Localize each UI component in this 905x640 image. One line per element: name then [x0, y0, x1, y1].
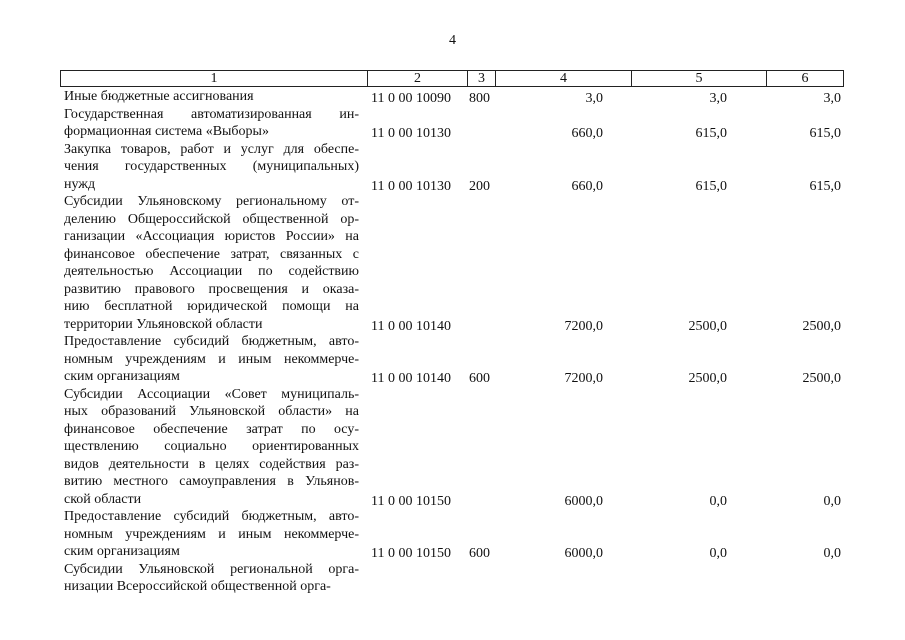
- row-code: 11 0 00 10090: [371, 91, 451, 106]
- description-line: деятельностью Ассоциации по содействию: [64, 264, 359, 279]
- description-line: ных образований Ульяновской области» на: [64, 404, 359, 419]
- row-value-col-4: 660,0: [571, 126, 603, 141]
- row-value-col-4: 7200,0: [564, 371, 603, 386]
- description-line: Субсидии Ульяновскому региональному от-: [64, 194, 359, 209]
- row-description: [64, 106, 359, 141]
- description-line: Государственная автоматизированная ин-: [64, 106, 359, 122]
- header-col-1: 1: [61, 71, 368, 86]
- description-line: номным учреждениям и иным некоммерче-: [64, 526, 359, 542]
- header-col-2: 2: [368, 71, 468, 86]
- row-value-col-6: 615,0: [809, 178, 841, 194]
- description-line: делению Общероссийской общественной ор-: [64, 211, 359, 227]
- row-value-col-5: 0,0: [709, 546, 727, 561]
- description-line: видов деятельности в целях содействия раз-: [64, 456, 359, 472]
- header-col-4: 4: [496, 71, 632, 86]
- description-line: развитию правового просвещения и оказа-: [64, 281, 359, 297]
- row-code: 11 0 00 10130: [371, 126, 451, 141]
- description-line: ществлению социально ориентированных: [64, 439, 359, 454]
- row-description: [64, 386, 359, 509]
- row-code: 11 0 00 10130: [371, 178, 451, 194]
- description-line: Предоставление субсидий бюджетным, авто-: [64, 334, 359, 349]
- description-line: Субсидии Ассоциации «Совет муниципаль-: [64, 386, 359, 402]
- description-line: низации Всероссийской общественной орга-: [64, 579, 331, 594]
- description-line: ским организациям: [64, 369, 180, 384]
- row-expense-type: 600: [469, 371, 490, 386]
- description-line: ской области: [64, 491, 142, 507]
- row-value-col-6: 3,0: [823, 91, 841, 106]
- row-value-col-6: 0,0: [823, 493, 841, 509]
- row-expense-type: 800: [469, 91, 490, 106]
- description-line: витию местного самоуправления в Ульянов-: [64, 474, 359, 489]
- description-line: ским организациям: [64, 544, 180, 559]
- description-line: формационная система «Выборы»: [64, 124, 269, 139]
- row-value-col-5: 2500,0: [688, 318, 727, 334]
- page-number: 4: [449, 33, 456, 48]
- row-value-col-5: 3,0: [709, 91, 727, 106]
- row-description: [64, 193, 359, 333]
- row-value-col-5: 2500,0: [688, 371, 727, 386]
- description-line: Иные бюджетные ассигнования: [64, 89, 254, 104]
- row-description: [64, 561, 359, 596]
- description-line: Закупка товаров, работ и услуг для обеспе-: [64, 141, 359, 157]
- row-value-col-5: 615,0: [695, 126, 727, 141]
- row-code: 11 0 00 10140: [371, 371, 451, 386]
- row-value-col-6: 615,0: [809, 126, 841, 141]
- row-expense-type: 600: [469, 546, 490, 561]
- description-line: нию бесплатной юридической помощи на: [64, 299, 359, 314]
- row-value-col-4: 6000,0: [564, 546, 603, 561]
- row-description: [64, 508, 359, 561]
- row-code: 11 0 00 10150: [371, 493, 451, 509]
- description-line: финансовое обеспечение затрат, связанных с: [64, 246, 359, 262]
- description-line: чения государственных (муниципальных): [64, 159, 359, 174]
- description-line: Предоставление субсидий бюджетным, авто-: [64, 509, 359, 524]
- row-value-col-6: 2500,0: [802, 371, 841, 386]
- description-line: Субсидии Ульяновской региональной орга-: [64, 561, 359, 577]
- row-code: 11 0 00 10150: [371, 546, 451, 561]
- description-line: ганизации «Ассоциация юристов России» на: [64, 229, 359, 244]
- row-value-col-6: 0,0: [823, 546, 841, 561]
- row-code: 11 0 00 10140: [371, 318, 451, 334]
- row-value-col-4: 6000,0: [564, 493, 603, 509]
- row-value-col-4: 660,0: [571, 178, 603, 194]
- row-description: [64, 333, 359, 386]
- row-value-col-5: 0,0: [709, 493, 727, 509]
- header-col-6: 6: [801, 71, 809, 86]
- header-col-3: 3: [468, 71, 496, 86]
- row-value-col-6: 2500,0: [802, 318, 841, 334]
- description-line: номным учреждениям и иным некоммерче-: [64, 351, 359, 367]
- row-description: [64, 141, 359, 194]
- row-description: [64, 88, 359, 106]
- description-line: территории Ульяновской области: [64, 316, 263, 332]
- row-expense-type: 200: [469, 178, 490, 194]
- row-value-col-5: 615,0: [695, 178, 727, 194]
- row-value-col-4: 7200,0: [564, 318, 603, 334]
- description-line: нужд: [64, 176, 96, 192]
- row-value-col-4: 3,0: [585, 91, 603, 106]
- header-col-5: 5: [632, 71, 767, 86]
- description-line: финансовое обеспечение затрат по осу-: [64, 421, 359, 437]
